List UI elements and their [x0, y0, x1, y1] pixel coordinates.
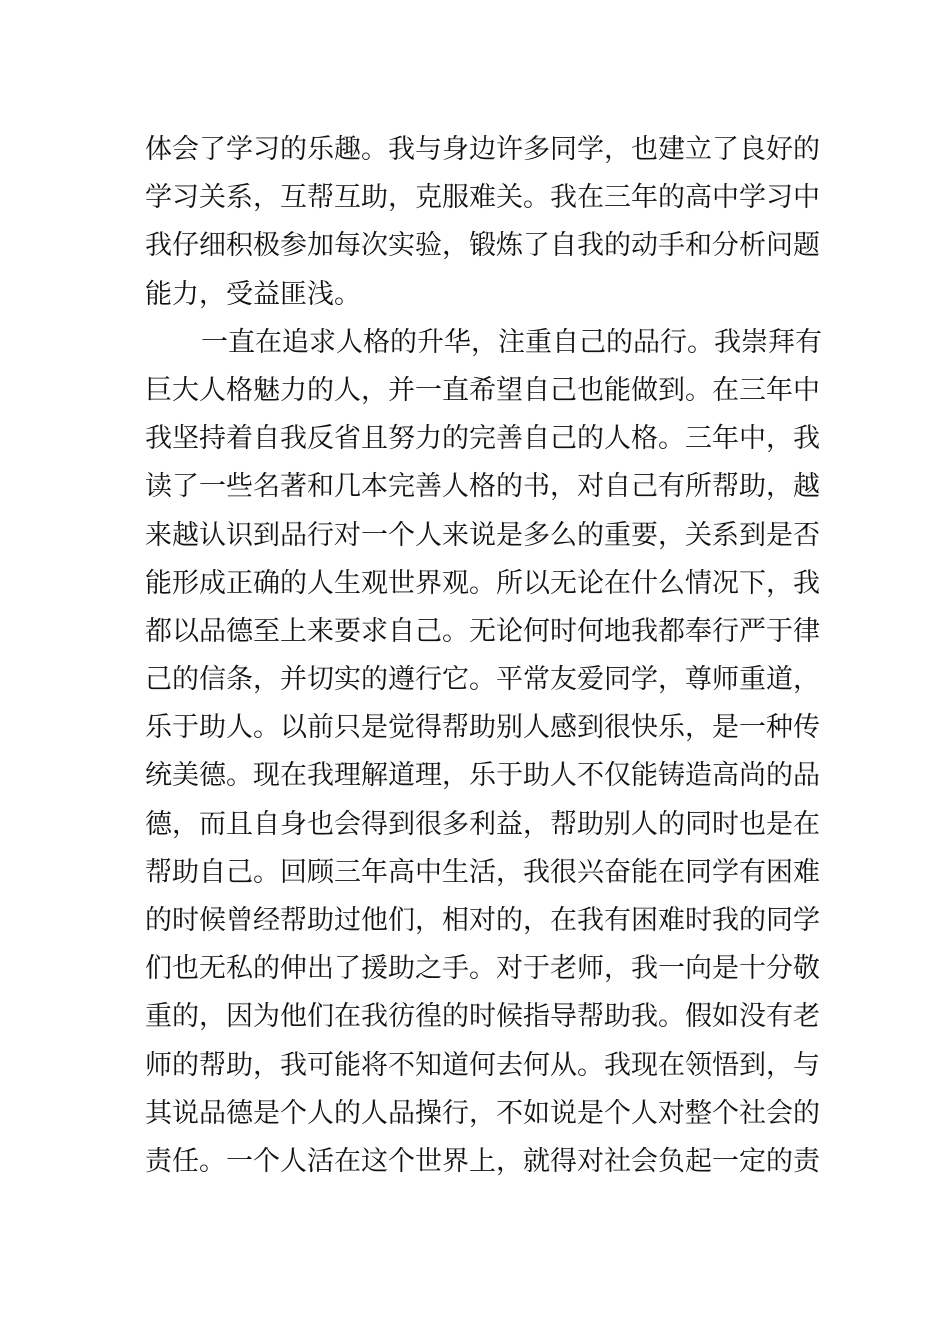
text-line: 统美德。现在我理解道理，乐于助人不仅能铸造高尚的品: [145, 760, 820, 792]
text-line: 体会了学习的乐趣。我与身边许多同学，也建立了良好的: [145, 134, 820, 165]
text-line: 我坚持着自我反省且努力的完善自己的人格。三年中，我: [145, 423, 820, 455]
text-line: 重的，因为他们在我彷徨的时候指导帮助我。假如没有老: [145, 1001, 820, 1033]
text-line: 能形成正确的人生观世界观。所以无论在什么情况下，我: [145, 567, 820, 599]
text-line: 乐于助人。以前只是觉得帮助别人感到很快乐，是一种传: [145, 712, 820, 744]
text-line: 其说品德是个人的人品操行，不如说是个人对整个社会的: [145, 1097, 820, 1129]
paragraph-1: [145, 126, 820, 319]
text-line: 德，而且自身也会得到很多利益，帮助别人的同时也是在: [145, 808, 820, 840]
text-line: 帮助自己。回顾三年高中生活，我很兴奋能在同学有困难: [145, 856, 820, 888]
text-line: 己的信条，并切实的遵行它。平常友爱同学，尊师重道，: [145, 664, 820, 696]
text-line: 读了一些名著和几本完善人格的书，对自己有所帮助，越: [145, 471, 820, 503]
paragraph-2: [145, 319, 822, 1186]
text-line: 师的帮助，我可能将不知道何去何从。我现在领悟到，与: [145, 1049, 820, 1081]
text-line: 学习关系，互帮互助，克服难关。我在三年的高中学习中: [145, 182, 820, 214]
text-line: 我仔细积极参加每次实验，锻炼了自我的动手和分析问题: [145, 230, 820, 262]
text-line: 们也无私的伸出了援助之手。对于老师，我一向是十分敬: [145, 953, 820, 985]
text-line: 责任。一个人活在这个世界上，就得对社会负起一定的责: [145, 1145, 820, 1177]
text-line: 来越认识到品行对一个人来说是多么的重要，关系到是否: [145, 519, 820, 551]
text-line: 都以品德至上来要求自己。无论何时何地我都奉行严于律: [145, 615, 820, 647]
document-body: [145, 126, 822, 1186]
text-line: 巨大人格魅力的人，并一直希望自己也能做到。在三年中: [145, 374, 820, 406]
text-line: 的时候曾经帮助过他们，相对的，在我有困难时我的同学: [145, 905, 820, 936]
text-line: 一直在追求人格的升华，注重自己的品行。我崇拜有: [201, 326, 822, 358]
text-line: 能力，受益匪浅。: [145, 278, 361, 310]
